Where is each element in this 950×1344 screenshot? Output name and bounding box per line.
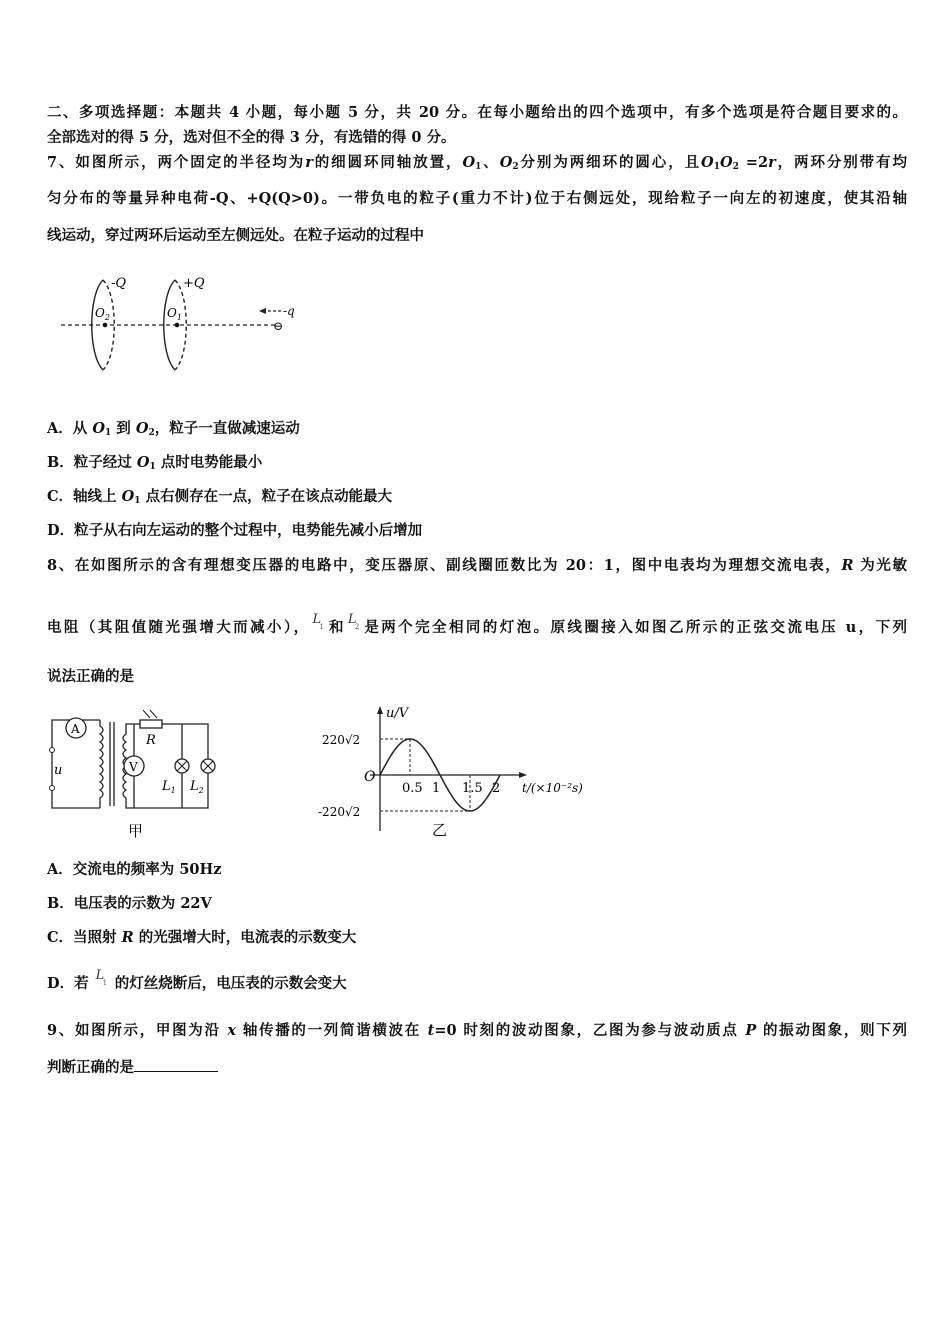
right-center-dot (175, 323, 180, 328)
opt-letter: B． (47, 895, 74, 912)
source-terminal-top (50, 748, 55, 753)
opt-letter: D． (47, 522, 75, 539)
answer-blank[interactable] (134, 1057, 218, 1072)
q7-text: 7、如图所示，两个固定的半径均为 (47, 154, 306, 171)
right-center-label: $O_1$ (167, 306, 182, 322)
opt-var: O (121, 488, 135, 505)
right-ring-charge: +Q (183, 276, 205, 291)
l1-symbol: L 1 (95, 968, 108, 987)
opt-text: 点右侧存在一点，粒子在该点动能最大 (140, 488, 393, 505)
left-center-label: $O_2$ (95, 306, 110, 322)
opt-sub: 1 (149, 462, 156, 472)
q7-var-r: r (305, 154, 313, 171)
q7-sub: 1 (475, 162, 482, 172)
l2-symbol: L 2 (347, 612, 360, 631)
voltmeter-label: V (129, 760, 138, 774)
q7-sub: 2 (732, 162, 739, 172)
q9-stem-line2 (47, 1057, 907, 1079)
opt-var: O (135, 420, 149, 437)
q9-var-x: x (227, 1022, 237, 1039)
opt-text: 的光强增大时，电流表的示数变大 (133, 929, 357, 946)
q8-stem-line3: 说法正确的是 (47, 668, 134, 685)
opt-text: 的灯丝烧断后，电压表的示数会变大 (109, 975, 347, 992)
opt-letter: B． (47, 454, 74, 471)
q7-option-b[interactable] (47, 452, 262, 478)
q8-stem-line1 (47, 555, 907, 577)
q9-text: =0 时刻的波动图象，乙图为参与波动质点 (434, 1022, 746, 1039)
origin-label: O (364, 769, 376, 785)
lamp1-label: $L_1$ (162, 779, 176, 795)
q7-stem-line1 (47, 152, 907, 178)
opt-var: O (136, 454, 150, 471)
q7-stem-line2: 匀分布的等量异种电荷-Q、+Q(Q>0)。一带负电的粒子(重力不计)位于右侧远处，现给粒子一向左的初速度，使其沿轴 (47, 190, 907, 207)
x-tick-label: 0.5 (402, 781, 423, 796)
q7-text: 分别为两细环的圆心，且 (518, 154, 702, 171)
q9-text: 判断正确的是 (47, 1059, 134, 1076)
opt-var: O (92, 420, 105, 437)
opt-text: 电压表的示数为 22V (73, 895, 212, 912)
q8-stem-line2 (47, 612, 908, 639)
q8-text: 是两个完全相同的灯泡。原线圈接入如图乙所示的正弦交流电压 u，下列 (361, 619, 908, 636)
y-axis-arrow (377, 706, 383, 714)
q7-text: 的细圆环同轴放置， (312, 154, 463, 171)
light-arrow-2 (150, 710, 157, 718)
opt-letter: C． (47, 929, 74, 946)
opt-letter: A． (47, 420, 73, 437)
q8-circuit-diagram (40, 708, 240, 848)
l1-symbol: L 1 (312, 612, 325, 631)
opt-text: 轴线上 (73, 488, 122, 505)
q7-rings-figure (55, 270, 315, 385)
q7-option-a[interactable] (47, 418, 300, 444)
x-tick-label: 1 (432, 781, 441, 796)
q9-var-t: t (427, 1022, 435, 1039)
ammeter-label: A (71, 722, 80, 736)
x-tick-label: 1.5 (462, 781, 483, 796)
opt-letter: D． (47, 975, 75, 992)
q7-text: ，两环分别带有均 (775, 154, 908, 171)
q7-option-c[interactable] (47, 486, 392, 512)
q7-var-r: r (768, 154, 776, 171)
left-ring-charge: -Q (111, 276, 127, 291)
arrow-head (259, 308, 266, 314)
x-axis-label: t/(×10⁻²s) (522, 781, 583, 795)
x-tick-label: 2 (492, 781, 501, 796)
q9-var-p: P (745, 1022, 757, 1039)
opt-var: R (121, 929, 134, 946)
q7-sub: 1 (713, 162, 720, 172)
opt-sub: 1 (134, 496, 141, 506)
q7-text: =2 (738, 154, 769, 171)
opt-text: 点时电势能最小 (155, 454, 263, 471)
opt-text: 粒子经过 (73, 454, 137, 471)
opt-letter: C． (47, 488, 74, 505)
q8-text: 8、在如图所示的含有理想变压器的电路中，变压器原、副线圈匝数比为 20：1，图中电表均为理想交流电表， (47, 557, 842, 574)
opt-text: 到 (111, 420, 136, 437)
y-axis-label: u/V (386, 706, 409, 721)
y-tick-label-max: 220√2 (322, 733, 361, 747)
q7-stem-line3: 线运动，穿过两环后运动至左侧远处。在粒子运动的过程中 (47, 227, 424, 244)
section-heading-line2: 全部选对的得 5 分，选对但不全的得 3 分，有选错的得 0 分。 (47, 129, 456, 146)
source-label: u (54, 763, 63, 778)
opt-sub: 2 (148, 428, 155, 438)
x-axis-arrow (519, 772, 527, 778)
q7-text: 、 (481, 154, 500, 171)
q8-option-c[interactable] (47, 927, 356, 949)
q9-text: 的振动图象，则下列 (756, 1022, 907, 1039)
q8-text: 为光敏 (853, 557, 907, 574)
q8-option-a[interactable] (47, 859, 221, 881)
q9-text: 轴传播的一列简谐横波在 (236, 1022, 428, 1039)
resistor-label: R (146, 733, 156, 748)
opt-text: 交流电的频率为 50Hz (72, 861, 222, 878)
q7-var-o1: O (701, 154, 714, 171)
circuit-caption: 甲 (128, 822, 144, 840)
photoresistor[interactable] (140, 720, 162, 728)
q8-text: 电阻（其阻值随光强增大而减小）， (47, 619, 311, 636)
opt-text: 当照射 (73, 929, 122, 946)
q9-text: 9、如图所示，甲图为沿 (47, 1022, 228, 1039)
q7-var-o1: O (462, 154, 476, 171)
opt-text: 粒子从右向左运动的整个过程中，电势能先减小后增加 (74, 522, 423, 539)
opt-sub: 1 (104, 428, 112, 438)
particle-label: -q (283, 304, 295, 318)
y-tick-label-min: -220√2 (318, 805, 361, 819)
q9-stem-line1 (47, 1020, 907, 1042)
opt-text: 若 (74, 975, 94, 992)
particle-symbol: ⊖ (273, 319, 284, 333)
section-heading-line1: 二、多项选择题：本题共 4 小题，每小题 5 分，共 20 分。在每小题给出的四个选项中，有多个选项是符合题目要求的。 (47, 104, 907, 121)
q7-option-d[interactable] (47, 520, 422, 542)
q7-var-o2: O (719, 154, 733, 171)
lamp2-label: $L_2$ (190, 779, 204, 795)
q8-voltage-chart (310, 703, 610, 843)
primary-coil (100, 720, 103, 808)
q8-text: 和 (326, 619, 346, 636)
q8-option-d[interactable] (47, 968, 347, 995)
q8-option-b[interactable] (47, 893, 212, 915)
left-center-dot (103, 323, 108, 328)
opt-letter: A． (47, 861, 73, 878)
source-terminal-bottom (50, 786, 55, 791)
q7-sub: 2 (512, 162, 519, 172)
q8-var-r: R (841, 557, 854, 574)
q7-var-o2: O (499, 154, 513, 171)
opt-text: ，粒子一直做减速运动 (154, 420, 300, 437)
opt-text: 从 (72, 420, 93, 437)
chart-caption: 乙 (432, 821, 448, 839)
light-arrow (143, 710, 150, 718)
